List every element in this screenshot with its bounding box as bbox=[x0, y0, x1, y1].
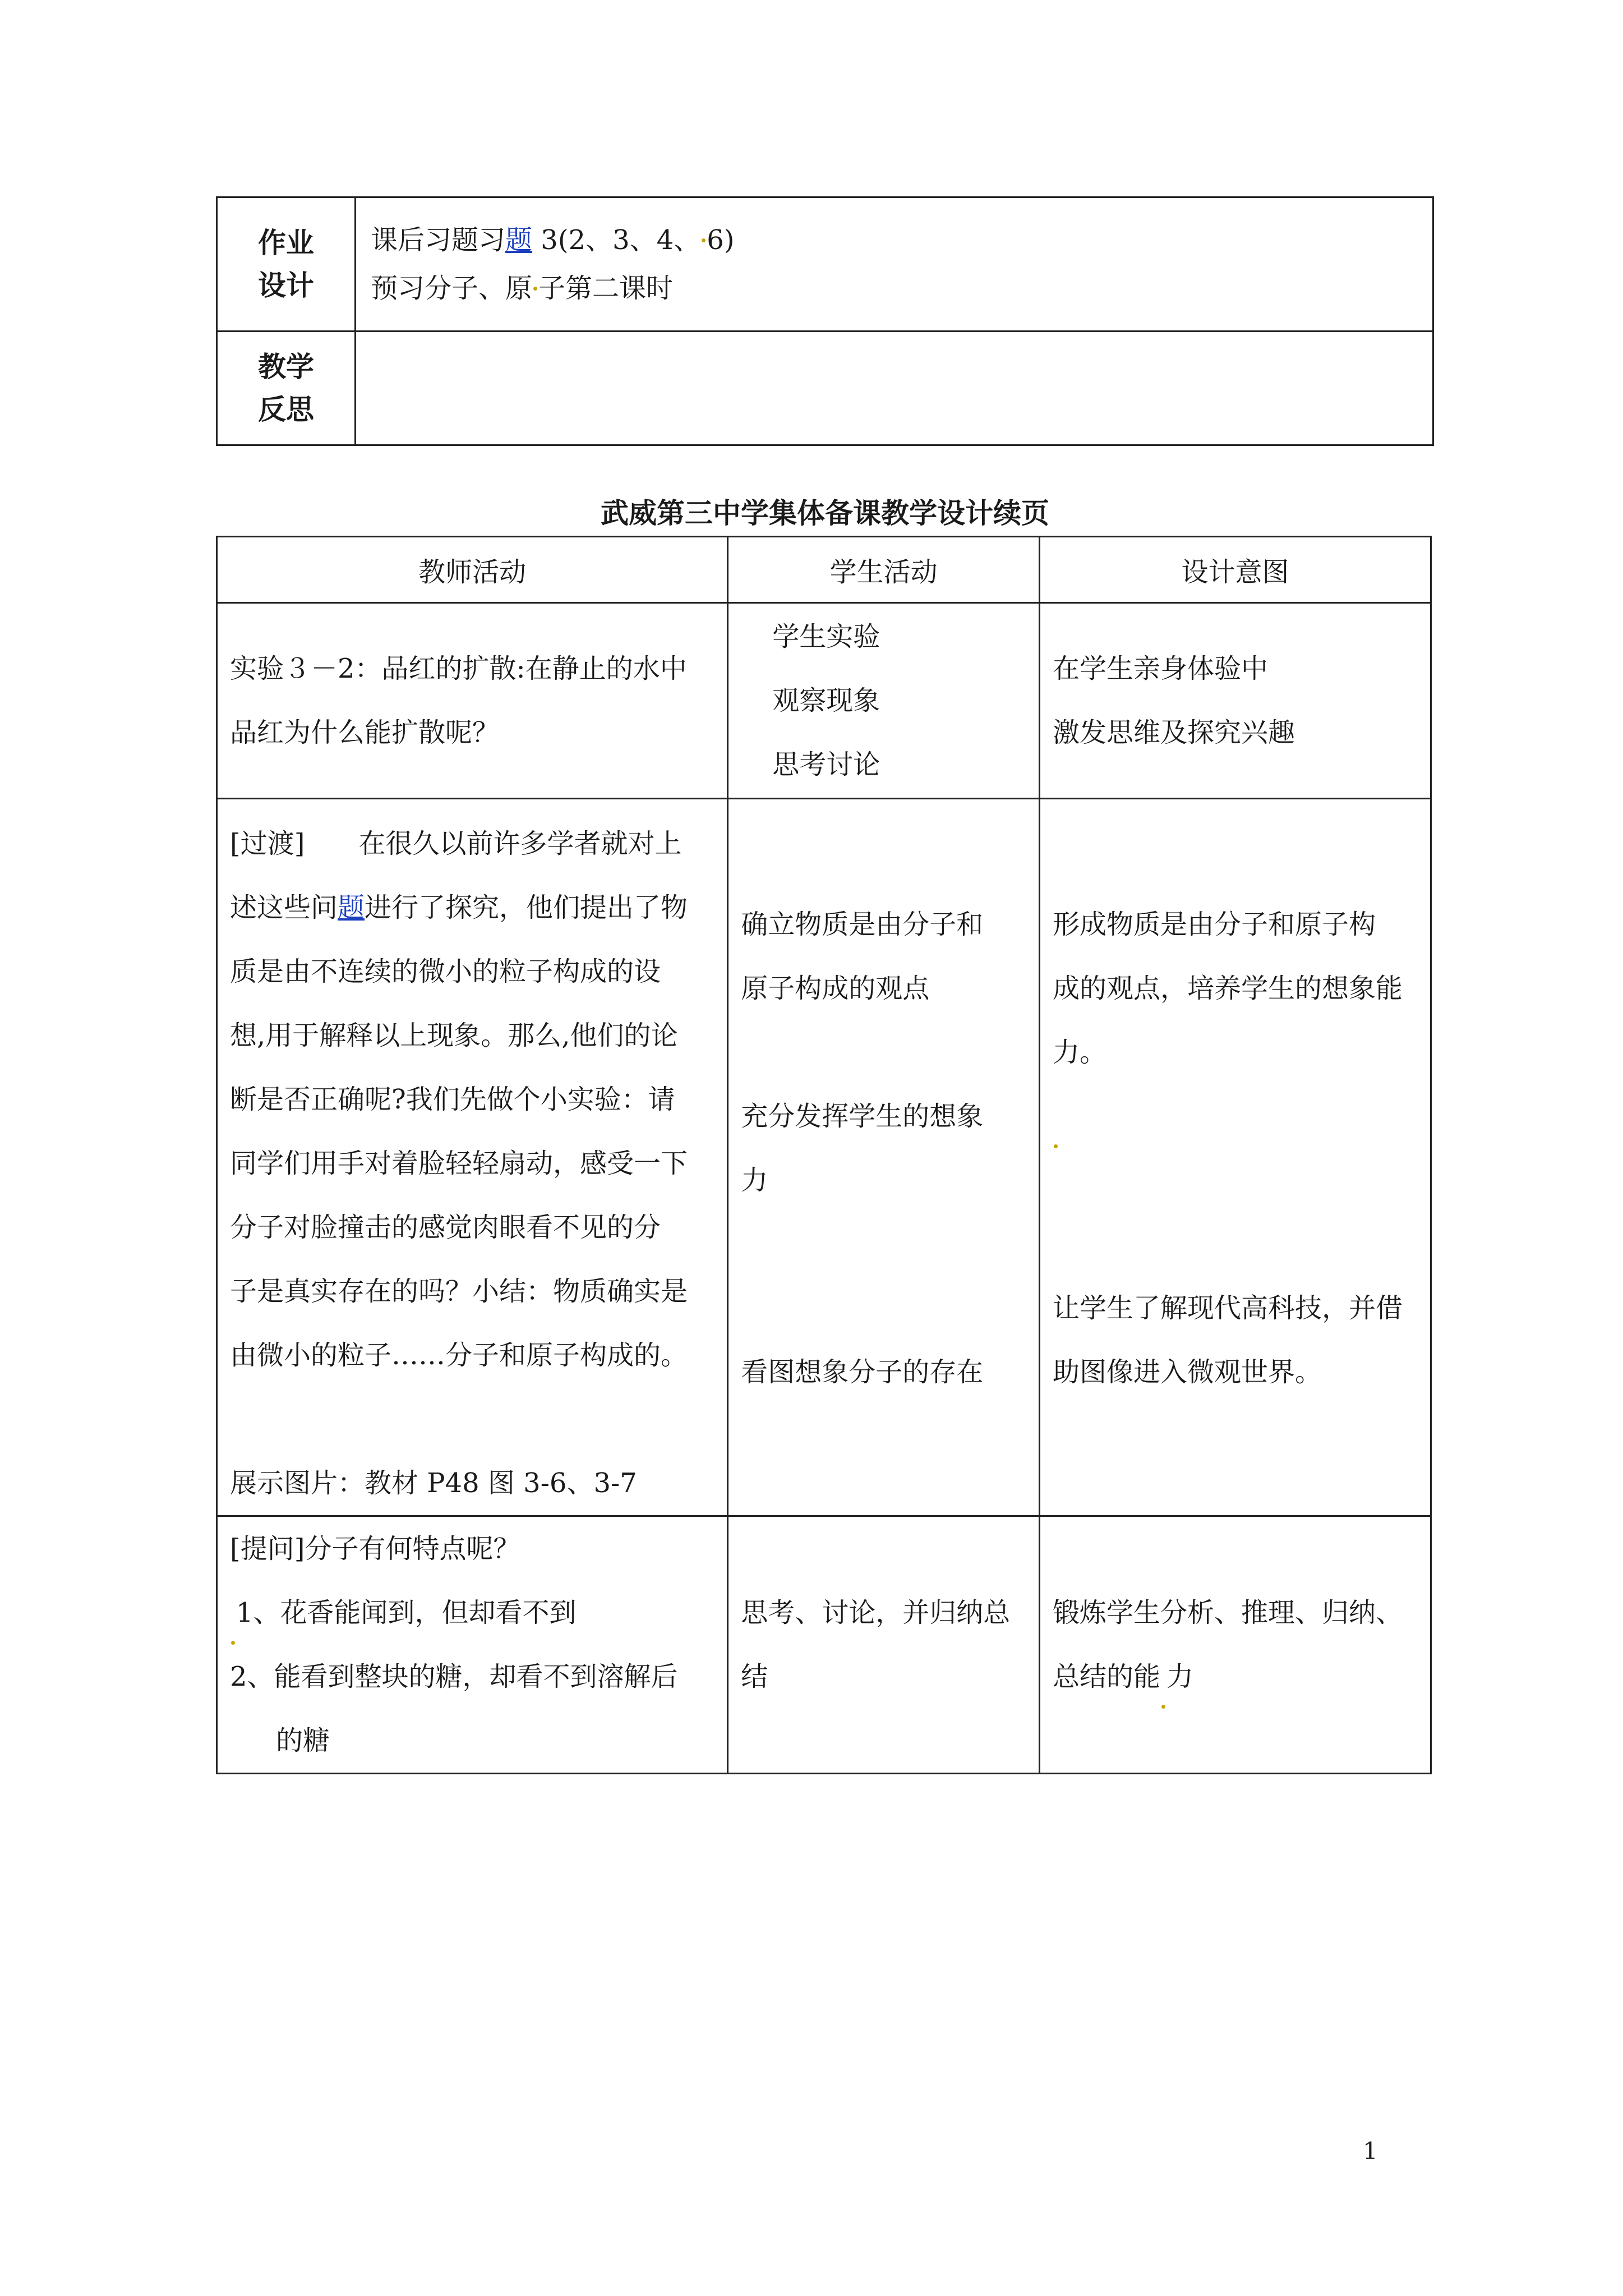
text-span: 进行了探究，他们提出了物 bbox=[365, 892, 688, 923]
text-line: 让学生了解现代高科技，并借 bbox=[1053, 1292, 1403, 1324]
text-line: 确立物质是由分子和 bbox=[741, 909, 984, 940]
marker-dot bbox=[702, 238, 706, 242]
text-line: 看图想象分子的存在 bbox=[741, 1356, 984, 1388]
text-line: 在学生亲身体验中 bbox=[1053, 653, 1269, 684]
reflection-label-line: 教学 bbox=[258, 350, 314, 383]
text-line: 学生实验 bbox=[772, 621, 880, 652]
marker-dot bbox=[533, 287, 537, 291]
text-line: 原子构成的观点 bbox=[741, 973, 930, 1004]
text-line: 锻炼学生分析、推理、归纳、 bbox=[1053, 1597, 1403, 1628]
homework-label-line: 作业 bbox=[258, 226, 314, 259]
row3-student bbox=[728, 1516, 1040, 1774]
text-line: 观察现象 bbox=[772, 685, 880, 716]
text-line: 成的观点，培养学生的想象能 bbox=[1053, 973, 1403, 1004]
homework-line-2 bbox=[371, 264, 1432, 312]
row1-intent bbox=[1040, 603, 1431, 799]
reflection-label-line: 反思 bbox=[258, 393, 314, 426]
text-line: 子是真实存在的吗？小结：物质确实是 bbox=[230, 1276, 688, 1307]
text-line: 品红为什么能扩散呢？ bbox=[230, 717, 500, 748]
text-line: 实验３－2：品红的扩散:在静止的水中 bbox=[230, 653, 687, 684]
row1-teacher bbox=[217, 603, 728, 799]
text-line: 由微小的粒子……分子和原子构成的。 bbox=[230, 1340, 688, 1371]
text-line: 展示图片：教材 P48 图 3-6、3-7 bbox=[230, 1467, 637, 1499]
text-line: [过渡] 在很久以前许多学者就对上 bbox=[230, 828, 682, 859]
row3-teacher bbox=[217, 1516, 728, 1774]
text-span: 总结的能 bbox=[1053, 1661, 1161, 1692]
homework-link[interactable]: 题 bbox=[505, 224, 533, 256]
section-title: 武威第三中学集体备课教学设计续页 bbox=[601, 496, 1049, 530]
text-line: 想,用于解释以上现象。那么,他们的论 bbox=[230, 1020, 678, 1051]
marker-dot bbox=[1161, 1705, 1165, 1709]
row1-student bbox=[728, 603, 1040, 799]
inline-link[interactable]: 题 bbox=[338, 892, 365, 923]
text-line bbox=[230, 876, 714, 940]
text-line: [提问]分子有何特点呢？ bbox=[230, 1533, 520, 1565]
reflection-content bbox=[356, 332, 1433, 445]
homework-text: 6) bbox=[707, 224, 735, 256]
text-line: 同学们用手对着脸轻轻扇动，感受一下 bbox=[230, 1148, 688, 1179]
homework-label-line: 设计 bbox=[258, 269, 314, 302]
text-line: 的糖 bbox=[276, 1725, 330, 1756]
homework-label bbox=[217, 197, 356, 332]
text-line: 充分发挥学生的想象 bbox=[741, 1101, 984, 1132]
text-span: 述这些问 bbox=[230, 892, 338, 923]
text-line: 形成物质是由分子和原子构 bbox=[1053, 909, 1376, 940]
header-student-activity: 学生活动 bbox=[728, 537, 1040, 603]
page-number: 1 bbox=[1363, 2137, 1378, 2165]
homework-reflection-table bbox=[216, 196, 1434, 446]
homework-text: 课后习题习 bbox=[371, 224, 506, 256]
text-line: 力 bbox=[741, 1165, 768, 1196]
text-line: 2、能看到整块的糖，却看不到溶解后 bbox=[230, 1661, 678, 1692]
row2-student bbox=[728, 799, 1040, 1516]
text-line: 分子对脸撞击的感觉肉眼看不见的分 bbox=[230, 1212, 661, 1243]
homework-line-1 bbox=[371, 216, 1432, 264]
header-teacher-activity: 教师活动 bbox=[217, 537, 728, 603]
text-line: 断是否正确呢?我们先做个小实验：请 bbox=[230, 1084, 675, 1115]
reflection-label bbox=[217, 332, 356, 445]
text-line: 力。 bbox=[1053, 1037, 1107, 1068]
row2-teacher bbox=[217, 799, 728, 1516]
lesson-plan-table bbox=[216, 536, 1432, 1774]
text-line: 质是由不连续的微小的粒子构成的设 bbox=[230, 956, 661, 987]
homework-text: 预习分子、原 bbox=[371, 273, 533, 304]
text-span: 1、花香能闻到，但却看不到 bbox=[236, 1597, 577, 1628]
marker-dot bbox=[231, 1641, 235, 1645]
text-line: 助图像进入微观世界。 bbox=[1053, 1356, 1322, 1388]
row3-intent bbox=[1040, 1516, 1431, 1774]
text-line bbox=[230, 1581, 714, 1645]
text-line: 结 bbox=[741, 1661, 768, 1692]
header-design-intent: 设计意图 bbox=[1040, 537, 1431, 603]
text-span: 力 bbox=[1166, 1661, 1194, 1692]
text-line: 思考、讨论，并归纳总 bbox=[741, 1597, 1011, 1628]
homework-text: 3(2、3、4、 bbox=[541, 224, 701, 256]
homework-text: 子第二课时 bbox=[538, 273, 674, 304]
homework-content bbox=[356, 197, 1433, 332]
marker-dot bbox=[1054, 1144, 1058, 1148]
text-line: 思考讨论 bbox=[772, 749, 880, 780]
text-line bbox=[1053, 1645, 1418, 1709]
text-line: 激发思维及探究兴趣 bbox=[1053, 717, 1295, 748]
row2-intent bbox=[1040, 799, 1431, 1516]
